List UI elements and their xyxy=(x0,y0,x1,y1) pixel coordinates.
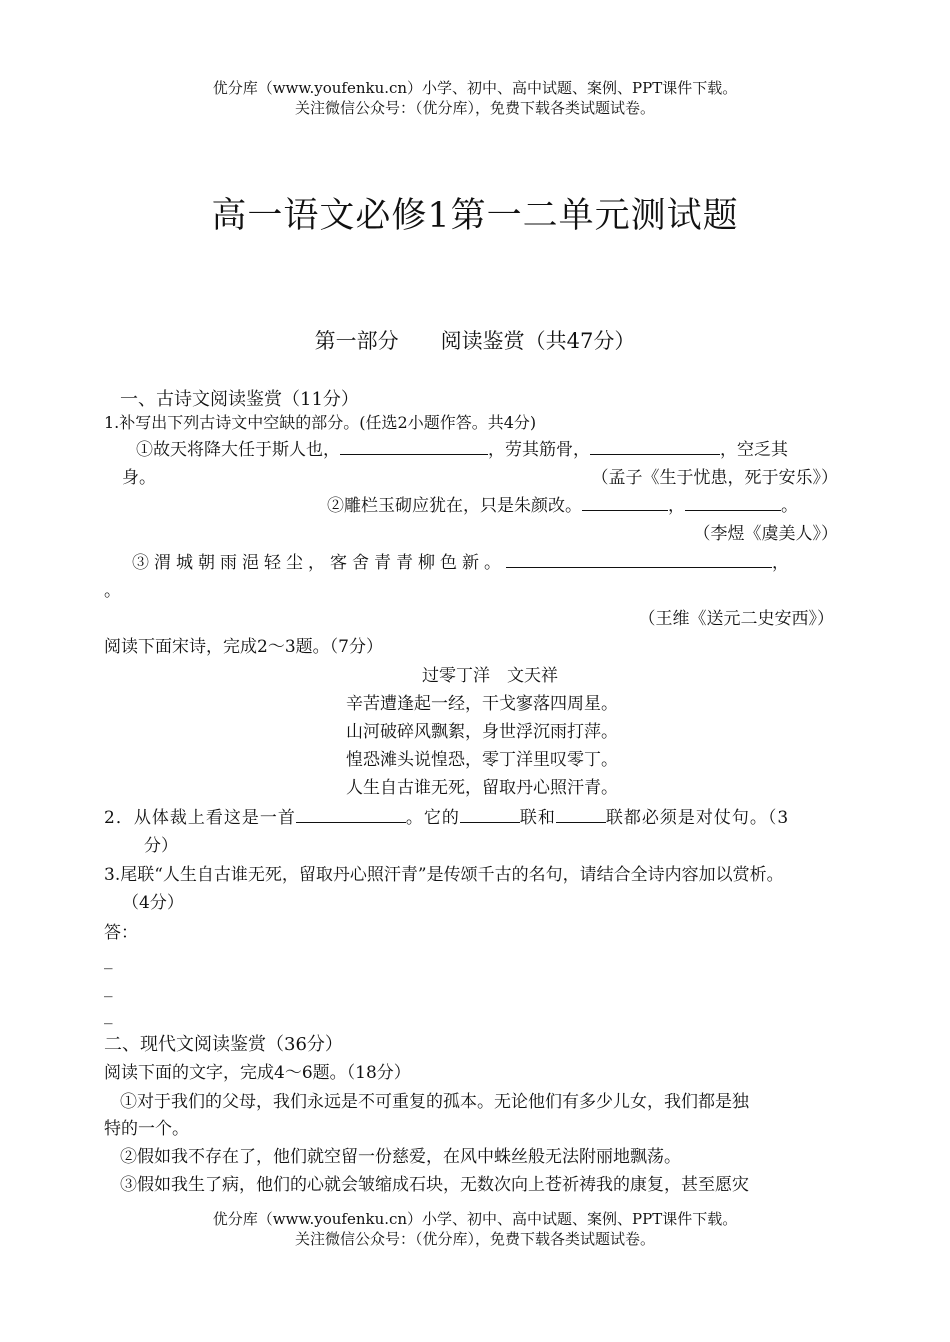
question-2-text-d: 联都必须是对仗句。（3 xyxy=(605,808,790,828)
question-1c-text: ③渭城朝雨浥轻尘，客舍青青柳色新。 xyxy=(132,553,506,573)
reading-intro: 阅读下面宋诗，完成2～3题。（7分） xyxy=(104,637,383,657)
question-2-score: 分） xyxy=(144,836,178,856)
question-1b-mid: ， xyxy=(668,496,685,516)
question-1c-source: （王维《送元二史安西》） xyxy=(638,609,834,629)
question-3: 3.尾联“人生自古谁无死，留取丹心照汗青”是传颂千古的名句，请结合全诗内容加以赏析。 xyxy=(104,865,784,885)
answer-blank[interactable] xyxy=(590,438,720,455)
question-1a-source: （孟子《生于忧患，死于安乐》） xyxy=(591,468,838,488)
answer-blank[interactable] xyxy=(506,551,772,568)
page-footer-line1: 优分库（www.youfenku.cn）小学、初中、高中试题、案例、PPT课件下载。 xyxy=(212,1210,738,1228)
page-header-line1: 优分库（www.youfenku.cn）小学、初中、高中试题、案例、PPT课件下载。 xyxy=(212,79,738,97)
poem-line: 惶恐滩头说惶恐，零丁洋里叹零丁。 xyxy=(346,750,618,770)
paragraph-3: ③假如我生了病，他们的心就会皱缩成石块，无数次向上苍祈祷我的康复，甚至愿灾 xyxy=(120,1175,749,1195)
part-heading: 第一部分 阅读鉴赏（共47分） xyxy=(314,329,636,353)
answer-blank[interactable] xyxy=(685,494,781,511)
question-1a xyxy=(136,435,788,460)
question-1c xyxy=(132,548,794,573)
paragraph-1: ①对于我们的父母，我们永远是不可重复的孤本。无论他们有多少儿女，我们都是独 xyxy=(120,1092,749,1112)
answer-blank[interactable] xyxy=(556,806,606,823)
paragraph-1-continued: 特的一个。 xyxy=(104,1119,189,1139)
document-title: 高一语文必修1第一二单元测试题 xyxy=(211,196,739,236)
answer-line[interactable]: _ xyxy=(104,978,113,998)
question-1b-text: ②雕栏玉砌应犹在，只是朱颜改。 xyxy=(327,496,582,516)
question-1b-source: （李煜《虞美人》） xyxy=(693,524,838,544)
poem-title: 过零丁洋 文天祥 xyxy=(422,666,558,686)
question-1a-mid: ，劳其筋骨， xyxy=(488,440,590,460)
reading-intro-2: 阅读下面的文字，完成4～6题。（18分） xyxy=(104,1063,411,1083)
question-1b-end: 。 xyxy=(781,496,798,516)
paragraph-2: ②假如我不存在了，他们就空留一份慈爱，在风中蛛丝般无法附丽地飘荡。 xyxy=(120,1147,681,1167)
question-2-text-c: 联和 xyxy=(519,808,556,828)
question-2-text-b: 。它的 xyxy=(405,808,460,828)
answer-blank[interactable] xyxy=(460,806,520,823)
question-2 xyxy=(104,803,789,828)
question-1a-continued: 身。 xyxy=(122,468,156,488)
question-3-score: （4分） xyxy=(122,893,184,913)
question-1: 1.补写出下列古诗文中空缺的部分。(任选2小题作答。共4分) xyxy=(104,413,537,432)
question-1c-continued: 。 xyxy=(104,581,121,601)
answer-blank[interactable] xyxy=(296,806,406,823)
section2-heading: 二、现代文阅读鉴赏（36分） xyxy=(104,1034,343,1055)
answer-blank[interactable] xyxy=(582,494,668,511)
question-1a-text: ①故天将降大任于斯人也， xyxy=(136,440,340,460)
question-1b xyxy=(327,491,798,516)
question-2-text: 2．从体裁上看这是一首 xyxy=(104,808,296,828)
answer-label: 答： xyxy=(104,923,138,943)
poem-line: 山河破碎风飘絮，身世浮沉雨打萍。 xyxy=(346,722,618,742)
poem-line: 人生自古谁无死，留取丹心照汗青。 xyxy=(346,778,618,798)
answer-line[interactable]: _ xyxy=(104,950,113,970)
question-1a-end: ，空乏其 xyxy=(720,440,788,460)
poem-line: 辛苦遭逢起一经，干戈寥落四周星。 xyxy=(346,694,618,714)
answer-blank[interactable] xyxy=(340,438,488,455)
page-header-line2: 关注微信公众号：（优分库），免费下载各类试题试卷。 xyxy=(294,99,655,117)
answer-line[interactable]: _ xyxy=(104,1005,113,1025)
question-1c-end: ， xyxy=(772,553,794,573)
section1-heading: 一、古诗文阅读鉴赏（11分） xyxy=(120,389,359,410)
page-footer-line2: 关注微信公众号：（优分库），免费下载各类试题试卷。 xyxy=(294,1230,655,1248)
